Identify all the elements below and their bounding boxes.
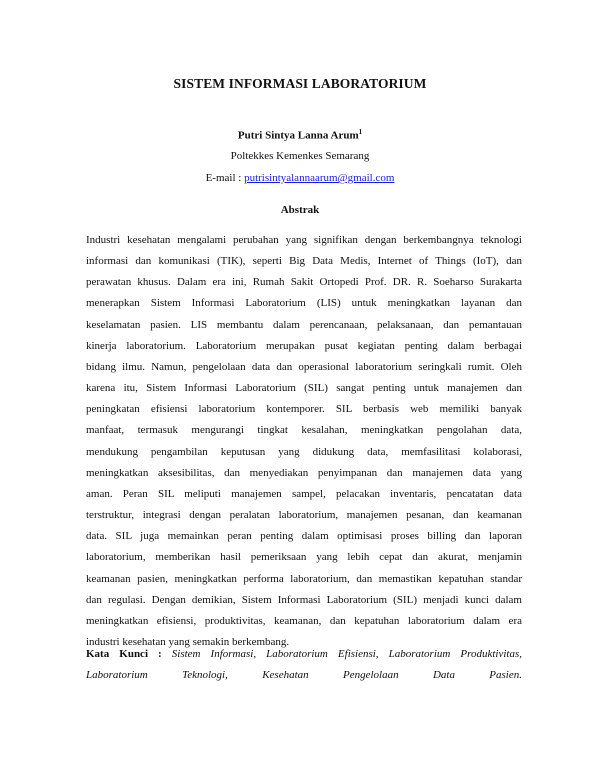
- abstract-line: keamanan pasien, meningkatkan performa laboratorium, dan memastikan kepatuhan standar: [86, 572, 522, 585]
- abstract-line: peningkatan efisiensi laboratorium kontemporer. SIL berbasis web memiliki banyak: [86, 403, 522, 416]
- author-superscript: 1: [358, 128, 363, 136]
- abstract-line: bidang ilmu. Namun, pengelolaan data dan operasional laboratorium seringkali rumit. Oleh: [86, 360, 522, 373]
- abstract-line: kinerja laboratorium. Laboratorium merupakan pusat kegiatan penting dalam berbagai: [86, 339, 522, 352]
- author-affiliation: Poltekkes Kemenkes Semarang: [230, 150, 370, 162]
- keywords-label: Kata Kunci :: [86, 648, 162, 660]
- keywords-row-1: [86, 644, 522, 665]
- abstract-line: perawatan khusus. Dalam era ini, Rumah Sakit Ortopedi Prof. DR. R. Soeharso Surakarta: [86, 276, 522, 289]
- abstract-line: karena itu, Sistem Informasi Laboratorium (SIL) sangat penting untuk manajemen dan: [86, 382, 522, 395]
- abstract-line: terstruktur, integrasi dengan peralatan laboratorium, manajemen pesanan, dan keamanan: [86, 509, 522, 522]
- abstract-line: Industri kesehatan mengalami perubahan yang signifikan dengan berkembangnya teknologi: [86, 234, 522, 246]
- abstract-line: dan regulasi. Dengan demikian, Sistem Informasi Laboratorium (SIL) menjadi kunci dalam: [86, 593, 522, 606]
- author-name-text: Putri Sintya Lanna Arum: [237, 129, 359, 142]
- author-name: [0, 128, 600, 142]
- abstract-line: manfaat, termasuk mengurangi tingkat kesalahan, meningkatkan pengolahan data,: [86, 424, 522, 437]
- abstract-line: mendukung pengambilan keputusan yang didukung data, memfasilitasi kolaborasi,: [86, 445, 522, 458]
- abstract-line: laboratorium, memberikan hasil pemeriksaan yang lebih cepat dan akurat, menjamin: [86, 551, 522, 564]
- abstract-line: informasi dan komunikasi (TIK), seperti Big Data Medis, Internet of Things (IoT), dan: [86, 255, 522, 268]
- abstract-body: [86, 230, 522, 653]
- abstract-line: aman. Peran SIL meliputi manajemen sampel, pelacakan inventaris, pencatatan data: [86, 487, 522, 500]
- abstract-line: data. SIL juga memainkan peran penting dalam optimisasi proses billing dan laporan: [86, 530, 522, 543]
- keywords-block: [86, 644, 522, 686]
- email-link[interactable]: putrisintyalannaarum@gmail.com: [244, 172, 395, 184]
- keywords-line-1: Sistem Informasi, Laboratorium Efisiensi, Laboratorium Produktivitas,: [171, 648, 522, 660]
- abstract-heading: Abstrak: [280, 204, 320, 216]
- abstract-line: industri kesehatan yang semakin berkembang.: [86, 635, 290, 648]
- abstract-line: keselamatan pasien. LIS membantu dalam perencanaan, pelaksanaan, dan pemantauan: [86, 318, 522, 331]
- abstract-line: menerapkan Sistem Informasi Laboratorium (LIS) untuk meningkatkan layanan dan: [86, 297, 522, 310]
- email-line: [0, 172, 600, 184]
- abstract-line: meningkatkan aksesibilitas, dan menyediakan penyimpanan dan manajemen data yang: [86, 466, 522, 479]
- keywords-line-2: Laboratorium Teknologi, Kesehatan Pengelolaan Data Pasien.: [86, 669, 522, 681]
- email-label: E-mail :: [205, 172, 245, 184]
- paper-title: SISTEM INFORMASI LABORATORIUM: [173, 76, 427, 91]
- abstract-line: meningkatkan efisiensi, produktivitas, keamanan, dan kepatuhan laboratorium dalam era: [86, 614, 522, 627]
